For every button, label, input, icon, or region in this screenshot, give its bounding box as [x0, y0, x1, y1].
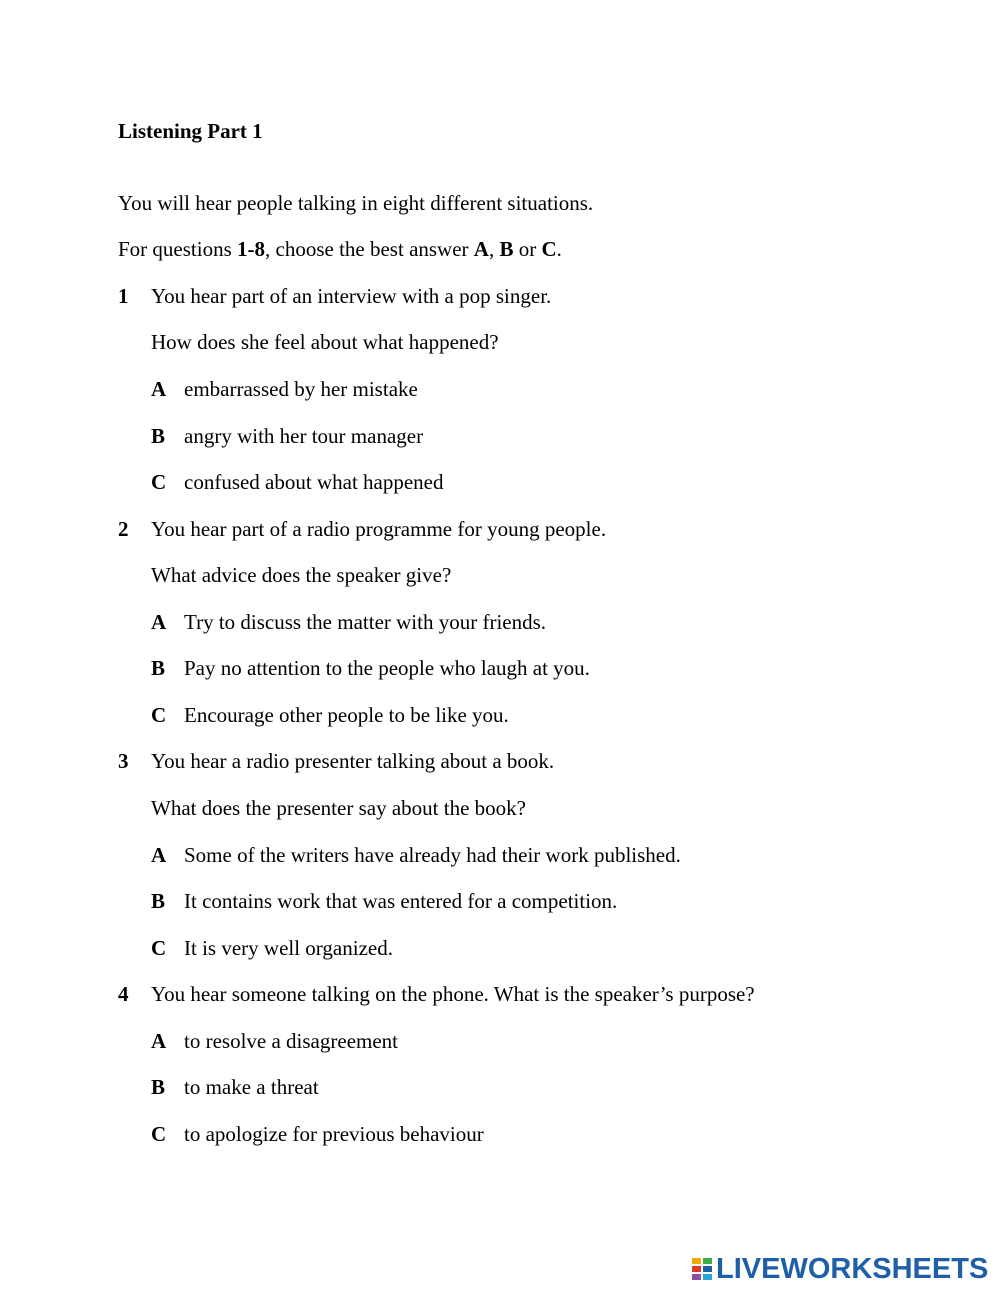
- question-4-context: You hear someone talking on the phone. What is the speaker’s purpose?: [151, 982, 755, 1006]
- option-letter: A: [151, 1029, 167, 1053]
- instruction-comma: ,: [488, 237, 500, 261]
- question-1-question: How does she feel about what happened?: [151, 330, 499, 354]
- option-letter: C: [151, 936, 167, 960]
- option-text: confused about what happened: [184, 470, 444, 494]
- question-1-number: 1: [118, 284, 129, 308]
- option-text: Pay no attention to the people who laugh at you.: [184, 656, 590, 680]
- option-letter: A: [151, 843, 167, 867]
- option-letter: B: [151, 889, 166, 913]
- question-4-option-c[interactable]: [151, 1121, 484, 1147]
- question-3-option-b[interactable]: [151, 888, 617, 914]
- question-1-option-b[interactable]: [151, 423, 423, 449]
- option-letter: B: [151, 656, 166, 680]
- question-3-context: You hear a radio presenter talking about a book.: [151, 749, 555, 773]
- page-title: Listening Part 1: [118, 119, 263, 143]
- instruction-c: C: [541, 237, 557, 261]
- question-4-option-a[interactable]: [151, 1028, 398, 1054]
- instruction-or: or: [513, 237, 542, 261]
- instruction-pre: For questions: [118, 237, 238, 261]
- option-letter: C: [151, 1122, 167, 1146]
- instruction-range: 1-8: [237, 237, 266, 261]
- intro-text: You will hear people talking in eight different situations.: [118, 191, 594, 215]
- instruction-a: A: [473, 237, 489, 261]
- question-1-option-c[interactable]: [151, 469, 444, 495]
- question-3-option-a[interactable]: [151, 842, 681, 868]
- question-1-option-a[interactable]: [151, 376, 418, 402]
- question-2-option-b[interactable]: [151, 655, 590, 681]
- question-3-option-c[interactable]: [151, 935, 393, 961]
- instruction-b: B: [499, 237, 514, 261]
- option-text: angry with her tour manager: [184, 424, 424, 448]
- liveworksheets-logo-icon: [692, 1258, 712, 1280]
- option-text: embarrassed by her mistake: [184, 377, 418, 401]
- option-text: Encourage other people to be like you.: [184, 703, 509, 727]
- option-text: to resolve a disagreement: [184, 1029, 398, 1053]
- option-text: to apologize for previous behaviour: [184, 1122, 484, 1146]
- instruction-mid: , choose the best answer: [265, 237, 474, 261]
- option-letter: A: [151, 377, 167, 401]
- option-letter: A: [151, 610, 167, 634]
- question-4-option-b[interactable]: [151, 1074, 319, 1100]
- question-2-option-a[interactable]: [151, 609, 546, 635]
- instruction-text: [118, 236, 562, 262]
- question-2-context: You hear part of a radio programme for young people.: [151, 517, 607, 541]
- option-letter: C: [151, 470, 167, 494]
- option-text: It contains work that was entered for a competition.: [184, 889, 618, 913]
- option-text: Some of the writers have already had their work published.: [184, 843, 681, 867]
- question-1-context: You hear part of an interview with a pop singer.: [151, 284, 552, 308]
- question-2-question: What advice does the speaker give?: [151, 563, 452, 587]
- option-text: Try to discuss the matter with your friends.: [184, 610, 547, 634]
- option-letter: C: [151, 703, 167, 727]
- question-2-option-c[interactable]: [151, 702, 509, 728]
- option-letter: B: [151, 1075, 166, 1099]
- question-4-number: 4: [118, 982, 129, 1006]
- option-text: to make a threat: [184, 1075, 319, 1099]
- instruction-end: .: [556, 237, 562, 261]
- question-3-question: What does the presenter say about the book?: [151, 796, 526, 820]
- option-text: It is very well organized.: [184, 936, 393, 960]
- liveworksheets-logo[interactable]: [692, 1253, 988, 1285]
- logo-text: LIVEWORKSHEETS: [716, 1252, 989, 1285]
- question-2-number: 2: [118, 517, 129, 541]
- question-3-number: 3: [118, 749, 129, 773]
- option-letter: B: [151, 424, 166, 448]
